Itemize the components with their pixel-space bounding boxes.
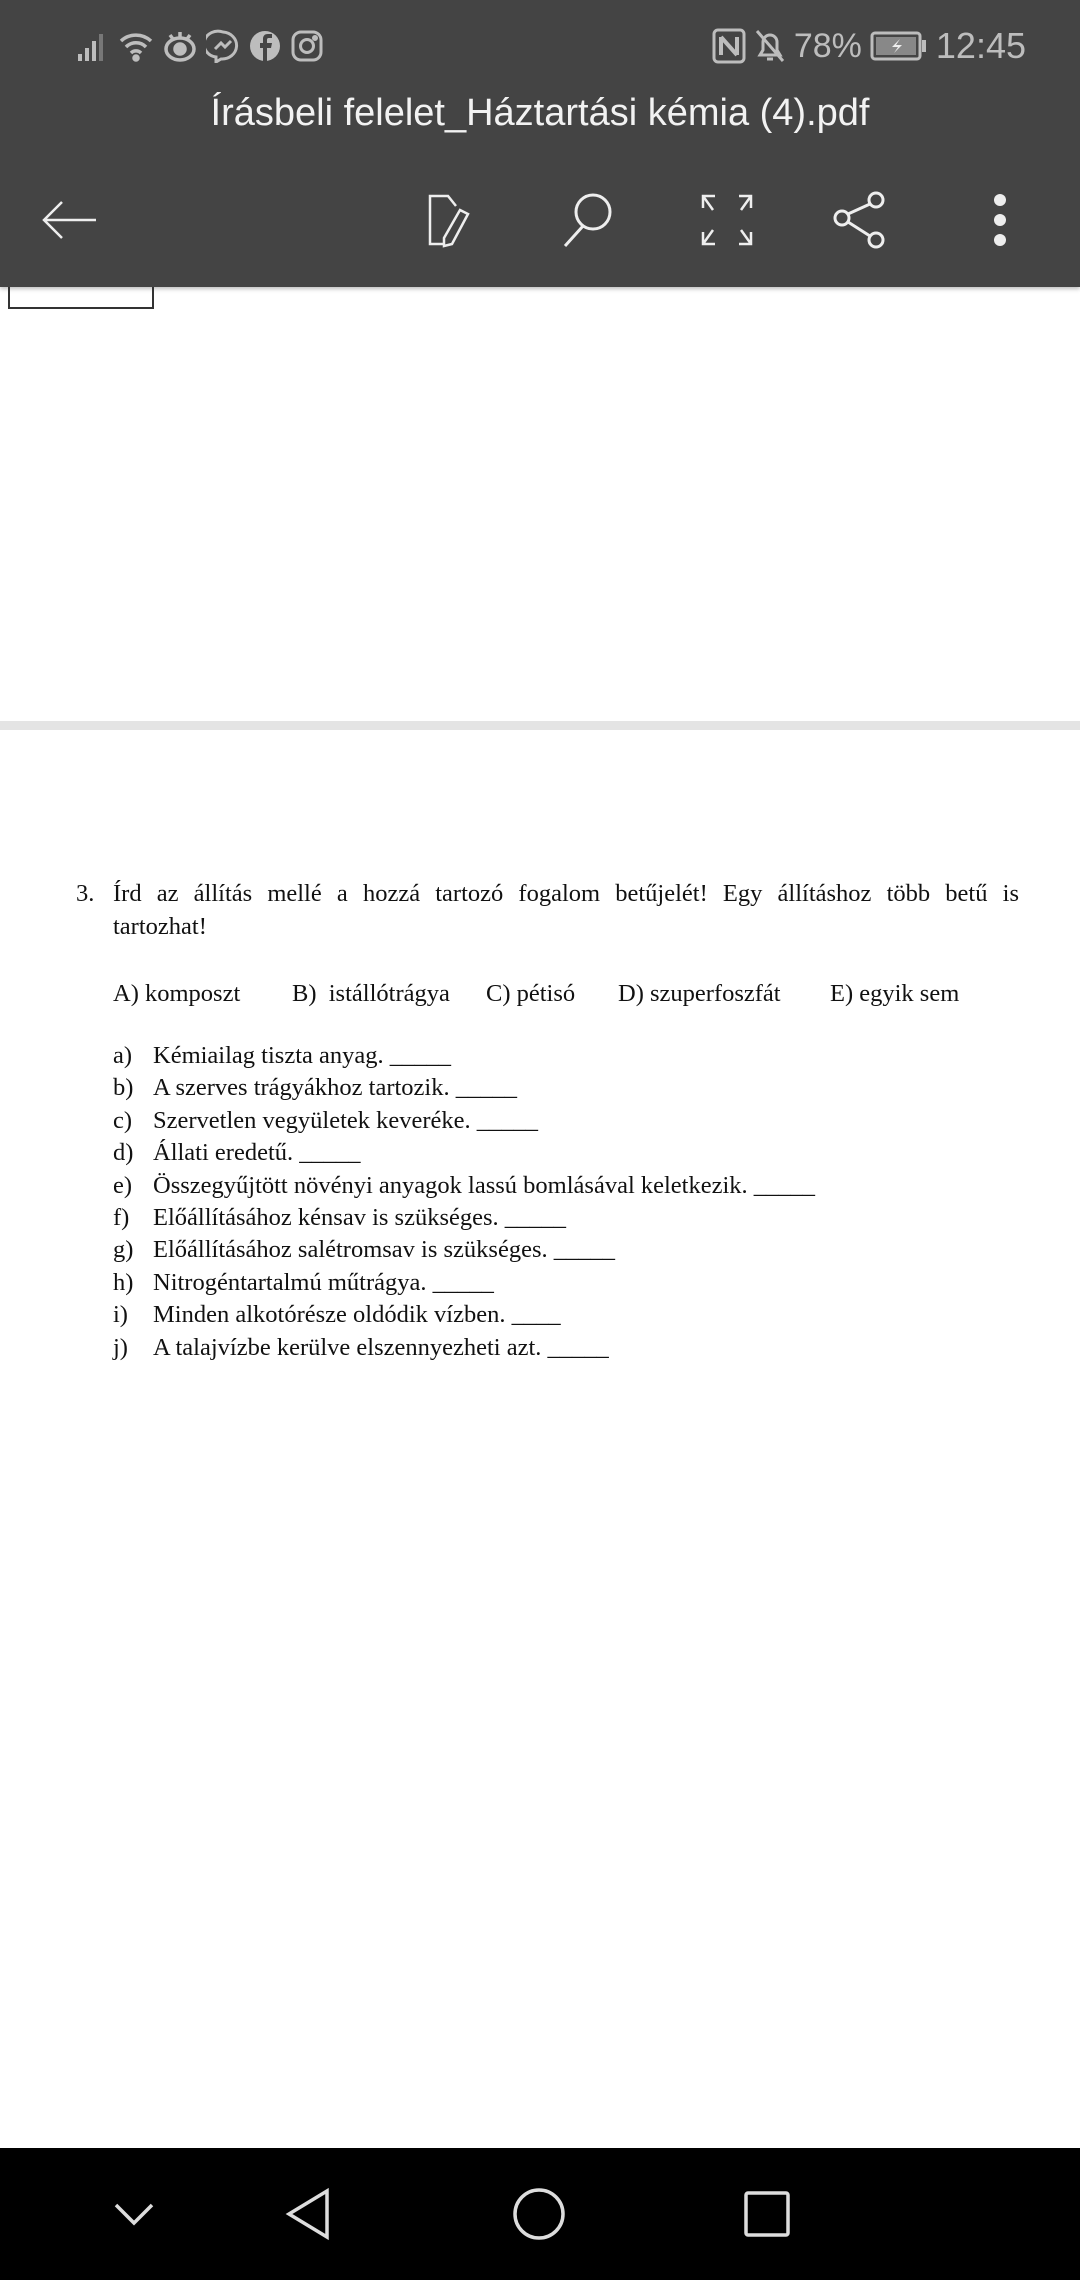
eye-icon bbox=[162, 29, 198, 63]
edit-icon bbox=[424, 192, 480, 248]
option-e: E) egyik sem bbox=[830, 980, 960, 1007]
option-c: C) pétisó bbox=[486, 980, 576, 1007]
option-d: D) szuperfoszfát bbox=[618, 980, 781, 1007]
statement-label: e) bbox=[113, 1171, 133, 1199]
statement-text: Előállításához salétromsav is szükséges. _____ bbox=[153, 1236, 615, 1264]
messenger-icon bbox=[206, 29, 240, 63]
collapse-icon bbox=[112, 2199, 156, 2229]
back-button[interactable] bbox=[38, 188, 102, 252]
search-icon bbox=[557, 190, 617, 250]
signal-icon bbox=[76, 30, 110, 62]
nfc-icon bbox=[712, 28, 746, 64]
statement-label: c) bbox=[113, 1106, 133, 1134]
navigation-bar bbox=[0, 2148, 1080, 2280]
question-line-1: Írd az állítás mellé a hozzá tartozó fogalom betűjelét! Egy állításhoz több betű is bbox=[113, 880, 1019, 907]
statement-label: d) bbox=[113, 1139, 134, 1167]
statement-text: A szerves trágyákhoz tartozik. _____ bbox=[153, 1074, 517, 1102]
statement-label: i) bbox=[113, 1301, 128, 1329]
statement-label: a) bbox=[113, 1042, 133, 1069]
statement-text: Nitrogéntartalmú műtrágya. _____ bbox=[153, 1268, 494, 1296]
recents-button[interactable] bbox=[737, 2184, 797, 2244]
fullscreen-icon bbox=[699, 192, 755, 248]
facebook-icon bbox=[248, 29, 282, 63]
more-options-button[interactable] bbox=[968, 188, 1032, 252]
statement-text: Előállításához kénsav is szükséges. _____ bbox=[153, 1204, 567, 1231]
share-icon bbox=[832, 190, 888, 250]
instagram-icon bbox=[290, 29, 324, 63]
statement-text: Kémiailag tiszta anyag. _____ bbox=[153, 1042, 451, 1069]
nav-back-button[interactable] bbox=[278, 2184, 338, 2244]
question-line-2: tartozhat! bbox=[113, 913, 207, 940]
edit-button[interactable] bbox=[420, 188, 484, 252]
statement-text: A talajvízbe kerülve elszennyezheti azt. _____ bbox=[153, 1333, 609, 1361]
wifi-icon bbox=[118, 29, 154, 63]
status-bar-left bbox=[76, 22, 324, 70]
statement-text: Szervetlen vegyületek keveréke. _____ bbox=[153, 1106, 539, 1134]
home-icon bbox=[511, 2186, 567, 2242]
statement-label: f) bbox=[113, 1204, 130, 1231]
statement-text: Minden alkotórésze oldódik vízben. ____ bbox=[153, 1301, 561, 1329]
previous-page-box bbox=[8, 287, 154, 309]
bell-off-icon bbox=[754, 28, 786, 64]
page-separator bbox=[0, 721, 1080, 730]
collapse-button[interactable] bbox=[104, 2184, 164, 2244]
battery-charging-icon bbox=[870, 30, 928, 62]
statement-label: g) bbox=[113, 1236, 134, 1264]
battery-percent: 78% bbox=[793, 26, 862, 65]
app-header bbox=[0, 0, 1080, 287]
back-arrow-icon bbox=[40, 195, 100, 245]
clock: 12:45 bbox=[935, 25, 1026, 66]
statement-label: j) bbox=[113, 1333, 128, 1361]
document-title: Írásbeli felelet_Háztartási kémia (4).pdf bbox=[210, 92, 870, 134]
status-bar-right bbox=[712, 22, 1026, 70]
more-icon bbox=[990, 192, 1010, 248]
recents-icon bbox=[742, 2189, 792, 2239]
share-button[interactable] bbox=[828, 188, 892, 252]
search-button[interactable] bbox=[555, 188, 619, 252]
statement-label: h) bbox=[113, 1268, 134, 1296]
fullscreen-button[interactable] bbox=[695, 188, 759, 252]
question-number: 3. bbox=[76, 880, 95, 907]
option-b: B) istállótrágya bbox=[292, 980, 450, 1007]
option-a: A) komposzt bbox=[113, 980, 241, 1007]
back-icon bbox=[283, 2187, 333, 2241]
statement-text: Összegyűjtött növényi anyagok lassú bomlásával keletkezik. _____ bbox=[153, 1171, 816, 1199]
home-button[interactable] bbox=[509, 2184, 569, 2244]
statement-text: Állati eredetű. _____ bbox=[153, 1139, 361, 1167]
statement-label: b) bbox=[113, 1074, 134, 1102]
